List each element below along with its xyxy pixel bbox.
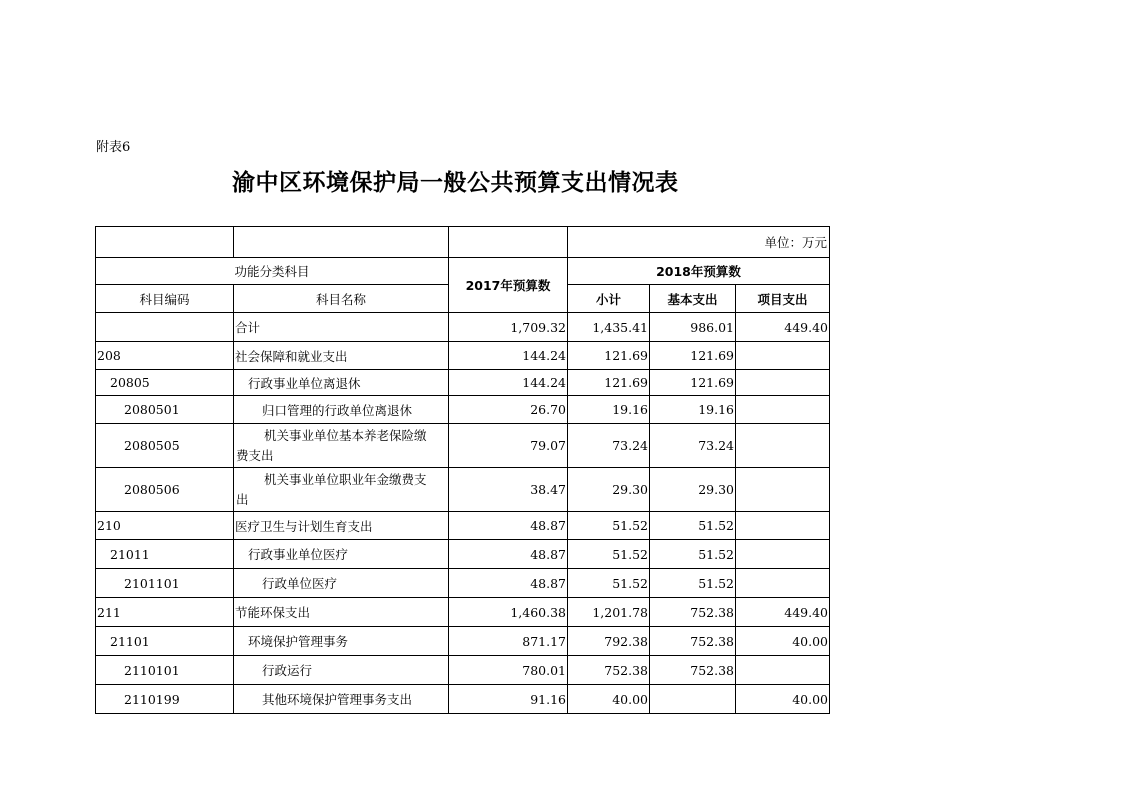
row-code: 20805	[96, 370, 234, 396]
page-title: 渝中区环境保护局一般公共预算支出情况表	[232, 170, 679, 196]
row-code: 2110101	[96, 656, 234, 685]
row-code: 211	[96, 598, 234, 627]
row-subtotal: 29.30	[568, 468, 650, 512]
table-row	[96, 685, 830, 714]
category-group-header: 功能分类科目	[96, 258, 449, 285]
row-2017: 91.16	[449, 685, 568, 714]
header-row-1	[96, 258, 830, 285]
basic-header: 基本支出	[650, 285, 736, 313]
row-code: 21101	[96, 627, 234, 656]
row-name: 行政单位医疗	[234, 569, 449, 598]
row-name: 归口管理的行政单位离退休	[234, 396, 449, 424]
project-header: 项目支出	[736, 285, 830, 313]
total-project: 449.40	[736, 313, 830, 342]
row-project	[736, 424, 830, 468]
row-name: 其他环境保护管理事务支出	[234, 685, 449, 714]
row-project	[736, 468, 830, 512]
row-basic: 121.69	[650, 370, 736, 396]
total-label: 合计	[234, 313, 449, 342]
row-code: 2101101	[96, 569, 234, 598]
row-subtotal: 792.38	[568, 627, 650, 656]
total-basic: 986.01	[650, 313, 736, 342]
total-subtotal: 1,435.41	[568, 313, 650, 342]
row-subtotal: 752.38	[568, 656, 650, 685]
row-basic: 73.24	[650, 424, 736, 468]
row-code: 2080506	[96, 468, 234, 512]
row-2017: 48.87	[449, 569, 568, 598]
row-code: 208	[96, 342, 234, 370]
row-basic: 51.52	[650, 512, 736, 540]
row-subtotal: 121.69	[568, 370, 650, 396]
row-name-line2: 出	[236, 491, 249, 507]
subtotal-header: 小计	[568, 285, 650, 313]
row-2017: 79.07	[449, 424, 568, 468]
row-subtotal: 40.00	[568, 685, 650, 714]
row-project	[736, 370, 830, 396]
row-code: 210	[96, 512, 234, 540]
row-subtotal: 121.69	[568, 342, 650, 370]
row-2017: 48.87	[449, 512, 568, 540]
row-basic: 51.52	[650, 569, 736, 598]
row-subtotal: 51.52	[568, 569, 650, 598]
total-code-cell	[96, 313, 234, 342]
row-basic: 121.69	[650, 342, 736, 370]
row-project: 449.40	[736, 598, 830, 627]
table-row	[96, 424, 830, 468]
row-project	[736, 342, 830, 370]
row-basic: 19.16	[650, 396, 736, 424]
table-row	[96, 598, 830, 627]
row-2017: 871.17	[449, 627, 568, 656]
total-row	[96, 313, 830, 342]
row-subtotal: 51.52	[568, 512, 650, 540]
row-2017: 144.24	[449, 370, 568, 396]
budget-2018-header: 2018年预算数	[568, 258, 830, 285]
row-basic: 29.30	[650, 468, 736, 512]
row-basic	[650, 685, 736, 714]
row-project: 40.00	[736, 685, 830, 714]
row-name: 医疗卫生与计划生育支出	[234, 512, 449, 540]
row-project	[736, 540, 830, 569]
row-project	[736, 569, 830, 598]
row-name: 行政事业单位离退休	[234, 370, 449, 396]
row-name	[234, 424, 449, 468]
row-name: 环境保护管理事务	[234, 627, 449, 656]
table-row	[96, 396, 830, 424]
row-name: 行政事业单位医疗	[234, 540, 449, 569]
table-row	[96, 370, 830, 396]
row-name: 社会保障和就业支出	[234, 342, 449, 370]
blank-cell	[234, 227, 449, 258]
row-name: 行政运行	[234, 656, 449, 685]
row-subtotal: 73.24	[568, 424, 650, 468]
row-code: 2080501	[96, 396, 234, 424]
budget-table	[95, 226, 830, 714]
table-row	[96, 569, 830, 598]
row-project	[736, 512, 830, 540]
row-name-line2: 费支出	[236, 447, 274, 463]
row-2017: 144.24	[449, 342, 568, 370]
row-project	[736, 656, 830, 685]
table-row	[96, 627, 830, 656]
table-row	[96, 656, 830, 685]
table-row	[96, 468, 830, 512]
row-project: 40.00	[736, 627, 830, 656]
row-subtotal: 51.52	[568, 540, 650, 569]
row-basic: 752.38	[650, 598, 736, 627]
row-2017: 1,460.38	[449, 598, 568, 627]
row-code: 2080505	[96, 424, 234, 468]
row-2017: 48.87	[449, 540, 568, 569]
row-basic: 752.38	[650, 656, 736, 685]
name-header: 科目名称	[234, 285, 449, 313]
row-subtotal: 19.16	[568, 396, 650, 424]
row-code: 2110199	[96, 685, 234, 714]
blank-cell	[96, 227, 234, 258]
row-name-line1: 机关事业单位基本养老保险缴	[264, 427, 427, 443]
row-2017: 26.70	[449, 396, 568, 424]
row-2017: 780.01	[449, 656, 568, 685]
row-subtotal: 1,201.78	[568, 598, 650, 627]
row-name-line1: 机关事业单位职业年金缴费支	[264, 471, 427, 487]
total-2017: 1,709.32	[449, 313, 568, 342]
row-project	[736, 396, 830, 424]
code-header: 科目编码	[96, 285, 234, 313]
row-2017: 38.47	[449, 468, 568, 512]
budget-2017-header: 2017年预算数	[449, 258, 568, 313]
table-row	[96, 512, 830, 540]
row-code: 21011	[96, 540, 234, 569]
blank-cell	[449, 227, 568, 258]
row-name	[234, 468, 449, 512]
table-row	[96, 342, 830, 370]
unit-label: 单位：万元	[568, 227, 830, 258]
row-basic: 51.52	[650, 540, 736, 569]
annex-label: 附表6	[96, 140, 131, 155]
table-row	[96, 540, 830, 569]
unit-row	[96, 227, 830, 258]
row-name: 节能环保支出	[234, 598, 449, 627]
row-basic: 752.38	[650, 627, 736, 656]
